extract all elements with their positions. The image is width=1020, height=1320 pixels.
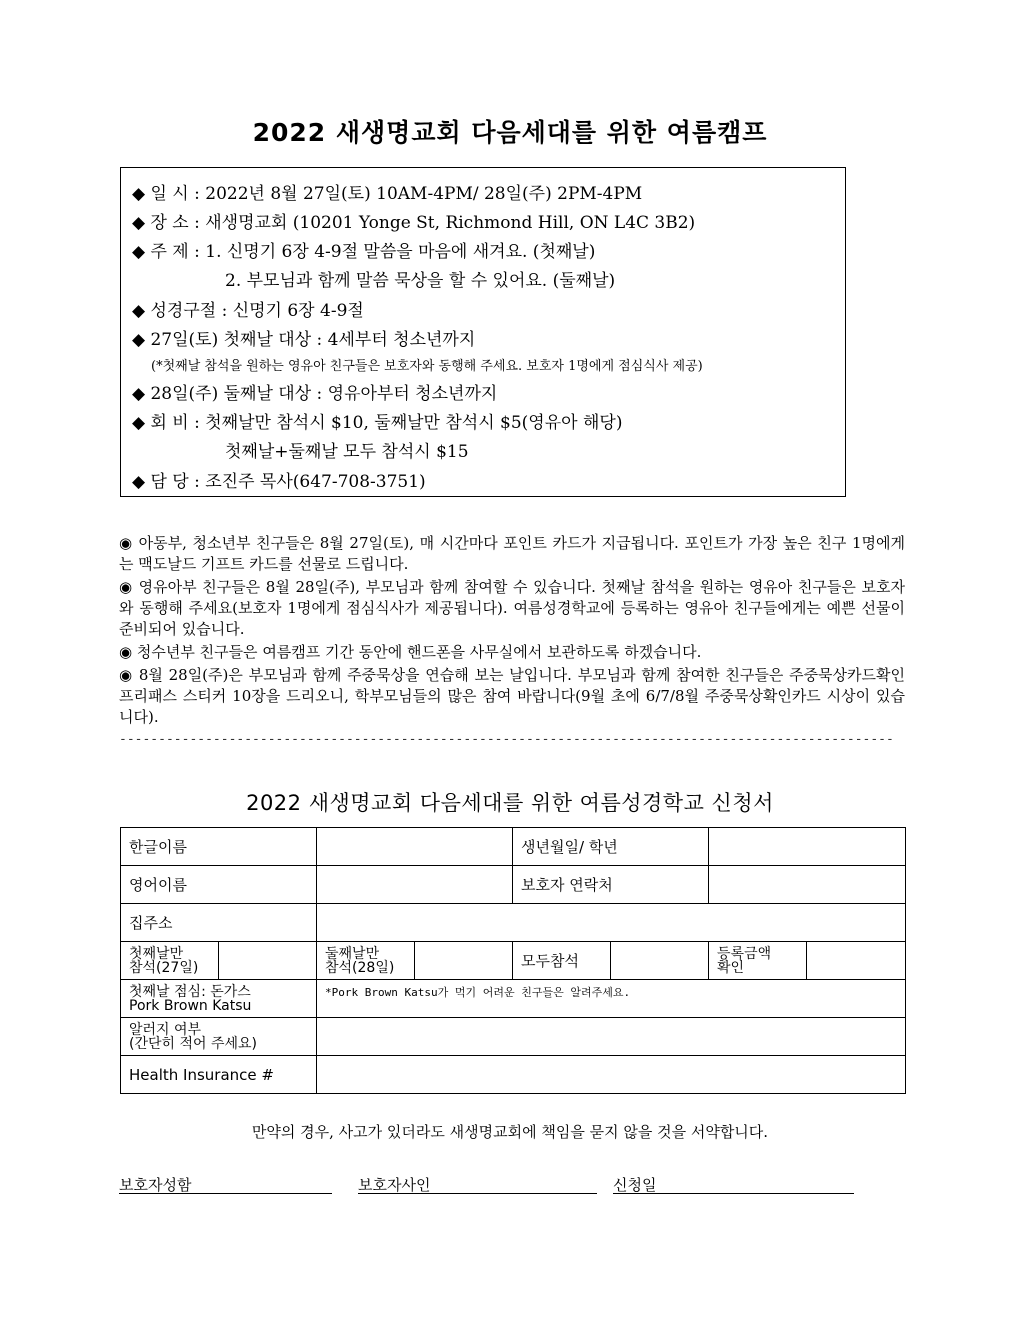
info-day2: ◆ 28일(주) 둘째날 대상 : 영유아부터 청소년까지 (132, 384, 498, 404)
field-allergy[interactable] (317, 1018, 906, 1056)
field-health-insurance[interactable] (317, 1056, 906, 1094)
label-day1-only: 첫째날만 참석(27일) (121, 942, 219, 980)
note-item: ◉ 8월 28일(주)은 부모님과 함께 주중묵상을 연습해 보는 날입니다. 부모님과 함께 참여한 친구들은 주중묵상카드확인 프리패스 스티커 10장을 드리오니, 학부모님들의 많은 참여 바랍니다(9월 초에 6/7/8월 주중묵상확인카드 시상이 있습니다). (119, 666, 905, 726)
info-place: ◆ 장 소 : 새생명교회 (10201 Yonge St, Richmond Hill, ON L4C 3B2) (132, 213, 696, 233)
label-english-name: 영어이름 (121, 866, 317, 904)
field-both-days[interactable] (611, 942, 709, 980)
info-contact: ◆ 담 당 : 조진주 목사(647-708-3751) (132, 472, 426, 492)
info-box (120, 167, 846, 497)
info-date: ◆ 일 시 : 2022년 8월 27일(토) 10AM-4PM/ 28일(주) 2PM-4PM (132, 184, 643, 204)
label-fee-check: 등록금액 확인 (709, 942, 807, 980)
field-fee-check[interactable] (807, 942, 906, 980)
guardian-sign-label: 보호자사인 (358, 1176, 431, 1194)
label-both-days: 모두참석 (513, 942, 611, 980)
guardian-name-line[interactable] (119, 1174, 332, 1194)
note-item: ◉ 청수년부 친구들은 여름캠프 기간 동안에 핸드폰을 사무실에서 보관하도록 하겠습니다. (119, 643, 702, 661)
field-address[interactable] (317, 904, 906, 942)
label-address: 집주소 (121, 904, 317, 942)
info-day1-note: (*첫째날 참석을 원하는 영유아 친구들은 보호자와 동행해 주세요. 보호자 1명에게 점심식사 제공) (151, 359, 703, 374)
field-lunch[interactable]: *Pork Brown Katsu가 먹기 어려운 친구들은 알려주세요. (317, 980, 906, 1018)
notes-section (119, 533, 905, 730)
info-fee: ◆ 회 비 : 첫째날만 참석시 $10, 둘째날만 참석시 $5(영유아 해당) (132, 413, 623, 433)
info-verse: ◆ 성경구절 : 신명기 6장 4-9절 (132, 301, 364, 321)
field-guardian-contact[interactable] (709, 866, 906, 904)
info-day1: ◆ 27일(토) 첫째날 대상 : 4세부터 청소년까지 (132, 330, 476, 350)
field-day1-only[interactable] (219, 942, 317, 980)
info-fee-total: 첫째날+둘째날 모두 참석시 $15 (225, 442, 469, 462)
pledge-text: 만약의 경우, 사고가 있더라도 새생명교회에 책임을 묻지 않을 것을 서약합니다. (251, 1123, 769, 1141)
guardian-sign-line[interactable] (358, 1174, 597, 1194)
field-korean-name[interactable] (317, 828, 513, 866)
label-lunch: 첫째날 점심: 돈가스 Pork Brown Katsu (121, 980, 317, 1018)
note-item: ◉ 영유아부 친구들은 8월 28일(주), 부모님과 함께 참여할 수 있습니다. 첫째날 참석을 원하는 영유아 친구들은 보호자와 동행해 주세요(보호자 1명에게 점심식사가 제공됩니다). 여름성경학교에 등록하는 영유아 친구들에게는 예쁜 선물이 준비되어 있습니다. (119, 578, 905, 638)
label-health-insurance: Health Insurance # (121, 1056, 317, 1094)
field-english-name[interactable] (317, 866, 513, 904)
info-theme-2: 2. 부모님과 함께 말씀 묵상을 할 수 있어요. (둘째날) (225, 271, 616, 291)
field-day2-only[interactable] (415, 942, 513, 980)
label-day2-only: 둘째날만 참석(28일) (317, 942, 415, 980)
field-birth-grade[interactable] (709, 828, 906, 866)
info-theme-1: ◆ 주 제 : 1. 신명기 6장 4-9절 말씀을 마음에 새겨요. (첫째날) (132, 242, 596, 262)
apply-date-line[interactable] (613, 1174, 854, 1194)
page-title: 2022 새생명교회 다음세대를 위한 여름캠프 (252, 118, 768, 147)
label-birth-grade: 생년월일/ 학년 (513, 828, 709, 866)
apply-date-label: 신청일 (613, 1176, 657, 1194)
form-title: 2022 새생명교회 다음세대를 위한 여름성경학교 신청서 (246, 791, 774, 815)
cut-line: --------------------------------------------------------------------------------------------------- (119, 732, 894, 747)
application-form (120, 827, 906, 1094)
label-allergy: 알러지 여부 (간단히 적어 주세요) (121, 1018, 317, 1056)
label-guardian-contact: 보호자 연락처 (513, 866, 709, 904)
label-korean-name: 한글이름 (121, 828, 317, 866)
guardian-name-label: 보호자성함 (119, 1176, 192, 1194)
note-item: ◉ 아동부, 청소년부 친구들은 8월 27일(토), 매 시간마다 포인트 카드가 지급됩니다. 포인트가 가장 높은 친구 1명에게는 맥도날드 기프트 카드를 선물로 드립니다. (119, 534, 905, 573)
